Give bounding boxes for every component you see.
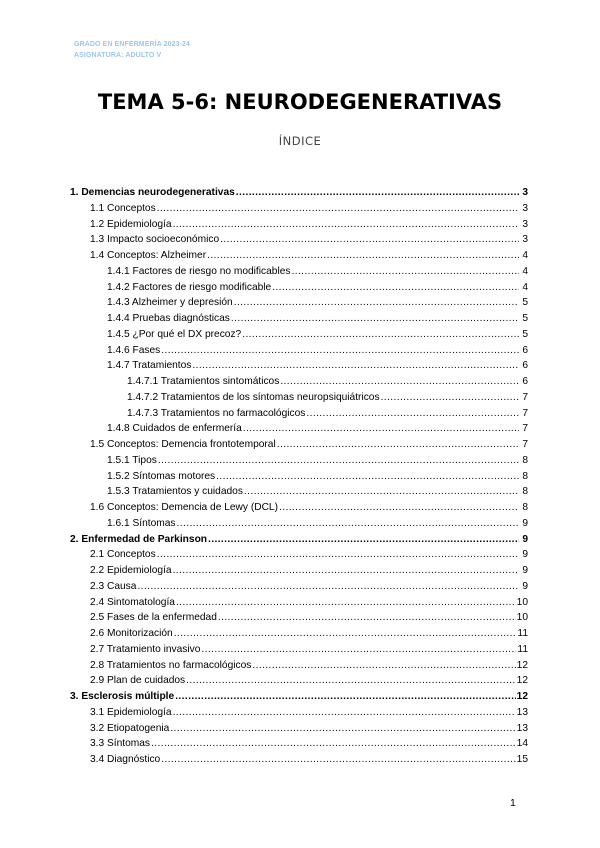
toc-entry-title: 3. Esclerosis múltiple	[70, 691, 175, 702]
toc-entry-page: 11	[517, 628, 528, 639]
toc-entry-page: 8	[522, 470, 528, 482]
toc-dot-leader	[158, 453, 519, 469]
toc-entry[interactable]	[70, 232, 528, 248]
toc-entry-title: 1.5.1 Tipos	[107, 454, 157, 466]
toc-dot-leader	[243, 421, 519, 437]
toc-entry-page: 12	[516, 691, 528, 702]
toc-dot-leader	[177, 516, 519, 532]
toc-entry-page: 6	[522, 360, 528, 372]
toc-entry-title: 1.4.7.1 Tratamientos sintomáticos	[127, 376, 280, 387]
toc-entry-page: 13	[516, 706, 528, 718]
page-number: 1	[510, 797, 516, 809]
toc-entry-page: 4	[522, 281, 528, 293]
toc-entry-page: 9	[522, 565, 528, 576]
toc-entry-page: 6	[522, 376, 528, 387]
toc-entry[interactable]	[70, 595, 528, 611]
toc-entry-title: 3.1 Epidemiología	[90, 706, 172, 718]
toc-entry[interactable]	[70, 201, 528, 217]
toc-dot-leader	[173, 705, 516, 721]
header-subject: ASIGNATURA: ADULTO V	[74, 52, 162, 59]
toc-entry[interactable]	[70, 453, 528, 469]
toc-entry-title: 2.6 Monitorización	[90, 628, 173, 639]
toc-entry-page: 9	[522, 517, 528, 529]
toc-entry[interactable]	[70, 421, 528, 437]
toc-entry[interactable]	[70, 658, 528, 674]
toc-entry[interactable]	[70, 516, 528, 532]
toc-dot-leader	[218, 610, 516, 626]
toc-entry-title: 2.7 Tratamiento invasivo	[90, 643, 201, 655]
toc-entry[interactable]	[70, 705, 528, 721]
toc-entry-page: 12	[516, 675, 528, 687]
toc-entry-title: 1.4.4 Pruebas diagnósticas	[107, 313, 230, 324]
toc-dot-leader	[170, 721, 515, 737]
toc-dot-leader	[173, 563, 519, 579]
toc-entry-page: 3	[522, 218, 528, 230]
toc-entry-title: 3.2 Etiopatogenia	[90, 722, 170, 734]
toc-entry-title: 1.4.1 Factores de riesgo no modificables	[107, 265, 291, 277]
toc-entry[interactable]	[70, 642, 528, 658]
toc-dot-leader	[242, 327, 519, 343]
toc-dot-leader	[234, 295, 519, 311]
toc-dot-leader	[192, 358, 519, 374]
toc-entry[interactable]	[70, 264, 528, 280]
toc-entry[interactable]	[70, 484, 528, 500]
toc-entry-title: 1.4.2 Factores de riesgo modificable	[107, 281, 272, 293]
toc-entry[interactable]	[70, 547, 528, 563]
toc-entry-title: 2.5 Fases de la enfermedad	[90, 612, 217, 624]
toc-dot-leader	[174, 626, 517, 642]
toc-entry[interactable]	[70, 532, 528, 548]
toc-entry-title: 2. Enfermedad de Parkinson	[70, 533, 208, 545]
toc-entry-page: 7	[522, 407, 528, 419]
toc-dot-leader	[137, 579, 519, 595]
document-header	[74, 39, 190, 61]
toc-dot-leader	[186, 673, 516, 689]
toc-entry[interactable]	[70, 437, 528, 453]
toc-dot-leader	[201, 642, 516, 658]
toc-entry[interactable]	[70, 311, 528, 327]
toc-entry-page: 6	[522, 344, 528, 356]
toc-entry-title: 1.4.7.3 Tratamientos no farmacológicos	[127, 407, 306, 419]
toc-dot-leader	[173, 217, 519, 233]
toc-entry-title: 1.5 Conceptos: Demencia frontotemporal	[90, 439, 276, 450]
toc-entry[interactable]	[70, 721, 528, 737]
header-course: GRADO EN ENFERMERÍA 2023-24	[74, 41, 191, 48]
toc-dot-leader	[208, 532, 519, 548]
toc-dot-leader	[277, 437, 519, 453]
toc-entry-page: 4	[522, 265, 528, 277]
toc-entry[interactable]	[70, 185, 528, 201]
toc-entry-title: 1. Demencias neurodegenerativas	[70, 187, 235, 198]
toc-entry-title: 1.1 Conceptos	[90, 202, 156, 214]
toc-entry-title: 1.2 Epidemiología	[90, 218, 172, 230]
toc-dot-leader	[151, 736, 516, 752]
toc-entry[interactable]	[70, 579, 528, 595]
toc-entry-page: 9	[522, 549, 528, 561]
toc-entry-title: 1.4 Conceptos: Alzheimer	[90, 250, 207, 261]
toc-entry-title: 2.8 Tratamientos no farmacológicos	[90, 659, 252, 671]
toc-dot-leader	[220, 232, 519, 248]
toc-entry[interactable]	[70, 752, 528, 768]
toc-entry-page: 15	[516, 754, 528, 765]
toc-entry-title: 1.4.6 Fases	[107, 344, 161, 356]
toc-entry-page: 9	[522, 533, 528, 545]
toc-entry-title: 1.5.3 Tratamientos y cuidados	[107, 486, 243, 498]
toc-entry-title: 1.3 Impacto socioeconómico	[90, 234, 220, 246]
toc-entry-page: 10	[516, 612, 528, 624]
toc-dot-leader	[176, 595, 516, 611]
toc-dot-leader	[157, 201, 519, 217]
toc-entry-page: 5	[522, 313, 528, 324]
toc-entry-title: 1.6 Conceptos: Demencia de Lewy (DCL)	[90, 502, 278, 513]
toc-dot-leader	[157, 547, 519, 563]
toc-entry-title: 3.4 Diagnóstico	[90, 754, 161, 765]
toc-entry[interactable]	[70, 327, 528, 343]
toc-entry-title: 2.9 Plan de cuidados	[90, 675, 186, 687]
toc-entry-title: 2.3 Causa	[90, 580, 137, 592]
toc-dot-leader	[236, 185, 519, 201]
toc-entry-page: 11	[517, 643, 528, 655]
toc-entry-page: 8	[522, 486, 528, 498]
toc-dot-leader	[231, 311, 519, 327]
toc-entry-title: 2.4 Sintomatología	[90, 596, 175, 608]
toc-entry-title: 1.4.5 ¿Por qué el DX precoz?	[107, 328, 242, 340]
toc-entry[interactable]	[70, 736, 528, 752]
toc-entry-page: 3	[522, 202, 528, 214]
toc-entry[interactable]	[70, 406, 528, 422]
toc-entry-title: 1.6.1 Síntomas	[107, 517, 176, 529]
toc-entry[interactable]	[70, 500, 528, 516]
toc-entry-page: 4	[522, 250, 528, 261]
toc-dot-leader	[291, 264, 519, 280]
toc-entry-title: 2.1 Conceptos	[90, 549, 156, 561]
toc-entry-page: 13	[516, 722, 528, 734]
toc-entry-title: 1.4.3 Alzheimer y depresión	[107, 297, 233, 309]
toc-dot-leader	[280, 374, 519, 390]
toc-entry-title: 1.4.7 Tratamientos	[107, 360, 192, 372]
table-of-contents	[70, 185, 528, 768]
toc-entry[interactable]	[70, 610, 528, 626]
toc-entry-page: 10	[516, 596, 528, 608]
toc-entry-page: 7	[522, 391, 528, 403]
toc-dot-leader	[244, 484, 519, 500]
toc-entry[interactable]	[70, 374, 528, 390]
document-title: TEMA 5-6: NEURODEGENERATIVAS	[97, 90, 503, 114]
toc-entry-page: 7	[522, 439, 528, 450]
toc-entry[interactable]	[70, 689, 528, 705]
toc-entry-page: 8	[522, 502, 528, 513]
toc-entry-page: 3	[522, 187, 528, 198]
toc-entry-page: 3	[522, 234, 528, 246]
toc-entry-page: 5	[522, 328, 528, 340]
toc-dot-leader	[381, 390, 519, 406]
toc-dot-leader	[216, 469, 519, 485]
toc-entry-page: 14	[516, 738, 528, 750]
toc-entry-title: 2.2 Epidemiología	[90, 565, 172, 576]
toc-dot-leader	[279, 500, 519, 516]
toc-entry[interactable]	[70, 343, 528, 359]
toc-entry-page: 8	[522, 454, 528, 466]
toc-entry[interactable]	[70, 295, 528, 311]
toc-entry[interactable]	[70, 280, 528, 296]
toc-entry[interactable]	[70, 563, 528, 579]
index-heading: ÍNDICE	[278, 134, 322, 148]
toc-entry-page: 7	[522, 423, 528, 435]
toc-entry[interactable]	[70, 390, 528, 406]
toc-entry[interactable]	[70, 358, 528, 374]
toc-entry[interactable]	[70, 217, 528, 233]
toc-entry-page: 9	[522, 580, 528, 592]
toc-entry-page: 5	[522, 297, 528, 309]
toc-entry[interactable]	[70, 626, 528, 642]
toc-entry-title: 1.4.7.2 Tratamientos de los síntomas neuropsiquiátricos	[127, 391, 380, 403]
toc-entry[interactable]	[70, 469, 528, 485]
toc-dot-leader	[306, 406, 519, 422]
toc-dot-leader	[175, 689, 515, 705]
toc-dot-leader	[207, 248, 519, 264]
toc-dot-leader	[272, 280, 519, 296]
toc-entry-title: 1.5.2 Síntomas motores	[107, 470, 216, 482]
toc-entry[interactable]	[70, 673, 528, 689]
toc-entry-page: 12	[516, 659, 528, 671]
toc-entry-title: 1.4.8 Cuidados de enfermería	[107, 423, 242, 435]
toc-dot-leader	[161, 752, 515, 768]
toc-entry[interactable]	[70, 248, 528, 264]
toc-dot-leader	[252, 658, 515, 674]
toc-entry-title: 3.3 Síntomas	[90, 738, 151, 750]
toc-dot-leader	[161, 343, 519, 359]
